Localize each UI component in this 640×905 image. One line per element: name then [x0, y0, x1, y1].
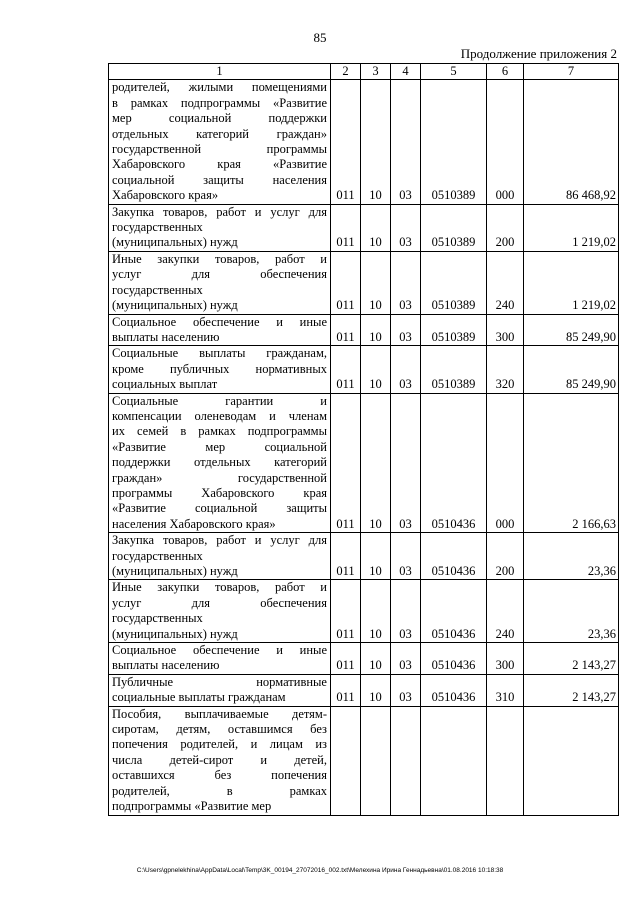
amount: 23,36: [524, 580, 619, 643]
column-header: 3: [361, 64, 391, 80]
description-line: услуг для обеспечения: [112, 595, 327, 610]
description-line: Социальные гарантии и: [112, 393, 327, 408]
subsection-code: 03: [391, 674, 421, 706]
admin-code: 011: [331, 204, 361, 251]
amount: 85 249,90: [524, 346, 619, 393]
target-article-code: 0510389: [421, 204, 487, 251]
description-line: выплаты населению: [112, 329, 220, 344]
subsection-code: 03: [391, 533, 421, 580]
description-line: Хабаровского края»: [112, 188, 219, 203]
description-line: отдельных категорий граждан»: [112, 126, 327, 141]
table-row: [109, 706, 619, 815]
section-code: 10: [361, 314, 391, 346]
row-description: [109, 346, 331, 393]
description-line: «Развитие мер социальной: [112, 439, 327, 454]
description-line: попечения родителей, и лицам из: [112, 737, 327, 752]
description-line: (муниципальных) нужд: [112, 564, 238, 578]
description-line: (муниципальных) нужд: [112, 235, 238, 250]
table-row: [109, 674, 619, 706]
subsection-code: 03: [391, 346, 421, 393]
table-row: [109, 204, 619, 251]
section-code: 10: [361, 674, 391, 706]
subsection-code: [391, 706, 421, 815]
row-description: [109, 314, 331, 346]
column-header: 6: [487, 64, 524, 80]
column-header: 5: [421, 64, 487, 80]
admin-code: 011: [331, 533, 361, 580]
description-line: Хабаровского края «Развитие: [112, 157, 327, 172]
description-line: Иные закупки товаров, работ и: [112, 251, 327, 266]
table-row: [109, 80, 619, 204]
section-code: 10: [361, 533, 391, 580]
subsection-code: 03: [391, 80, 421, 204]
amount: 2 143,27: [524, 674, 619, 706]
row-description: [109, 80, 331, 204]
row-description: [109, 643, 331, 675]
column-header: 2: [331, 64, 361, 80]
expense-type-code: 320: [487, 346, 524, 393]
expense-type-code: 000: [487, 393, 524, 533]
row-description: [109, 706, 331, 815]
description-line: государственных: [112, 611, 203, 626]
section-code: 10: [361, 80, 391, 204]
description-line: граждан» государственной: [112, 470, 327, 485]
admin-code: 011: [331, 580, 361, 643]
description-line: родителей, жилыми помещениями: [112, 80, 327, 95]
section-code: [361, 706, 391, 815]
target-article-code: 0510436: [421, 580, 487, 643]
subsection-code: 03: [391, 251, 421, 314]
admin-code: 011: [331, 674, 361, 706]
description-line: государственных: [112, 220, 203, 235]
expense-type-code: [487, 706, 524, 815]
expense-type-code: 240: [487, 251, 524, 314]
description-line: Пособия, выплачиваемые детям-: [112, 706, 327, 721]
row-description: [109, 251, 331, 314]
description-line: в рамках подпрограммы «Развитие: [112, 95, 327, 110]
table-row: [109, 314, 619, 346]
description-line: социальные выплаты гражданам: [112, 690, 286, 705]
section-code: 10: [361, 204, 391, 251]
admin-code: 011: [331, 393, 361, 533]
expense-type-code: 200: [487, 533, 524, 580]
row-description: [109, 674, 331, 706]
expense-type-code: 000: [487, 80, 524, 204]
target-article-code: 0510436: [421, 393, 487, 533]
section-code: 10: [361, 251, 391, 314]
description-line: (муниципальных) нужд: [112, 626, 238, 641]
admin-code: 011: [331, 314, 361, 346]
description-line: мер социальной поддержки: [112, 111, 327, 126]
target-article-code: 0510389: [421, 346, 487, 393]
expense-type-code: 240: [487, 580, 524, 643]
section-code: 10: [361, 393, 391, 533]
description-line: услуг для обеспечения: [112, 267, 327, 282]
target-article-code: 0510389: [421, 314, 487, 346]
column-header: 1: [109, 64, 331, 80]
table-header-row: [109, 64, 619, 80]
table-row: [109, 346, 619, 393]
amount: 23,36: [524, 533, 619, 580]
amount: 85 249,90: [524, 314, 619, 346]
section-code: 10: [361, 346, 391, 393]
target-article-code: 0510436: [421, 674, 487, 706]
target-article-code: [421, 706, 487, 815]
description-line: компенсации оленеводам и членам: [112, 408, 327, 423]
expense-type-code: 200: [487, 204, 524, 251]
expense-type-code: 310: [487, 674, 524, 706]
budget-table: [108, 63, 619, 816]
amount: 86 468,92: [524, 80, 619, 204]
description-line: оставшихся без попечения: [112, 768, 327, 783]
subsection-code: 03: [391, 643, 421, 675]
amount: 1 219,02: [524, 251, 619, 314]
amount: [524, 706, 619, 815]
table-row: [109, 251, 619, 314]
file-path-footer: C:\Users\gpnelekhina\AppData\Local\Temp\3K_00194_27072016_002.txt\Мелехина Ирина Геннадьевна\01.08.2016 10:18:38: [136, 867, 504, 874]
description-line: кроме публичных нормативных: [112, 361, 327, 376]
description-line: программы Хабаровского края: [112, 485, 327, 500]
description-line: населения Хабаровского края»: [112, 516, 276, 531]
description-line: Иные закупки товаров, работ и: [112, 580, 327, 595]
admin-code: [331, 706, 361, 815]
admin-code: 011: [331, 346, 361, 393]
description-line: государственных: [112, 548, 203, 563]
description-line: Закупка товаров, работ и услуг для: [112, 204, 327, 219]
description-line: Социальное обеспечение и иные: [112, 314, 327, 329]
amount: 1 219,02: [524, 204, 619, 251]
expense-type-code: 300: [487, 643, 524, 675]
subsection-code: 03: [391, 393, 421, 533]
admin-code: 011: [331, 251, 361, 314]
description-line: их семей в рамках подпрограммы: [112, 424, 327, 439]
description-line: Публичные нормативные: [112, 674, 327, 689]
table-row: [109, 643, 619, 675]
description-line: числа детей-сирот и детей,: [112, 752, 327, 767]
description-line: поддержки отдельных категорий: [112, 455, 327, 470]
description-line: государственной программы: [112, 142, 327, 157]
subsection-code: 03: [391, 204, 421, 251]
row-description: [109, 580, 331, 643]
admin-code: 011: [331, 80, 361, 204]
description-line: сиротам, детям, оставшимся без: [112, 722, 327, 737]
subsection-code: 03: [391, 314, 421, 346]
row-description: [109, 204, 331, 251]
description-line: родителей, в рамках: [112, 783, 327, 798]
admin-code: 011: [331, 643, 361, 675]
description-line: Социальные выплаты гражданам,: [112, 346, 327, 361]
target-article-code: 0510389: [421, 251, 487, 314]
table-row: [109, 393, 619, 533]
target-article-code: 0510436: [421, 643, 487, 675]
table-row: [109, 580, 619, 643]
continuation-label: Продолжение приложения 2: [460, 46, 617, 61]
amount: 2 143,27: [524, 643, 619, 675]
description-line: Закупка товаров, работ и услуг для: [112, 533, 327, 548]
description-line: Социальное обеспечение и иные: [112, 643, 327, 658]
description-line: социальной защиты населения: [112, 172, 327, 187]
expense-type-code: 300: [487, 314, 524, 346]
description-line: государственных: [112, 282, 203, 297]
target-article-code: 0510389: [421, 80, 487, 204]
page-number: 85: [313, 30, 327, 45]
description-line: подпрограммы «Развитие мер: [112, 799, 272, 814]
target-article-code: 0510436: [421, 533, 487, 580]
subsection-code: 03: [391, 580, 421, 643]
table-row: [109, 533, 619, 580]
row-description: [109, 393, 331, 533]
description-line: выплаты населению: [112, 658, 220, 673]
amount: 2 166,63: [524, 393, 619, 533]
row-description: [109, 533, 331, 580]
description-line: социальных выплат: [112, 377, 218, 392]
column-header: 4: [391, 64, 421, 80]
description-line: (муниципальных) нужд: [112, 298, 238, 313]
description-line: «Развитие социальной защиты: [112, 501, 327, 516]
section-code: 10: [361, 580, 391, 643]
column-header: 7: [524, 64, 619, 80]
section-code: 10: [361, 643, 391, 675]
